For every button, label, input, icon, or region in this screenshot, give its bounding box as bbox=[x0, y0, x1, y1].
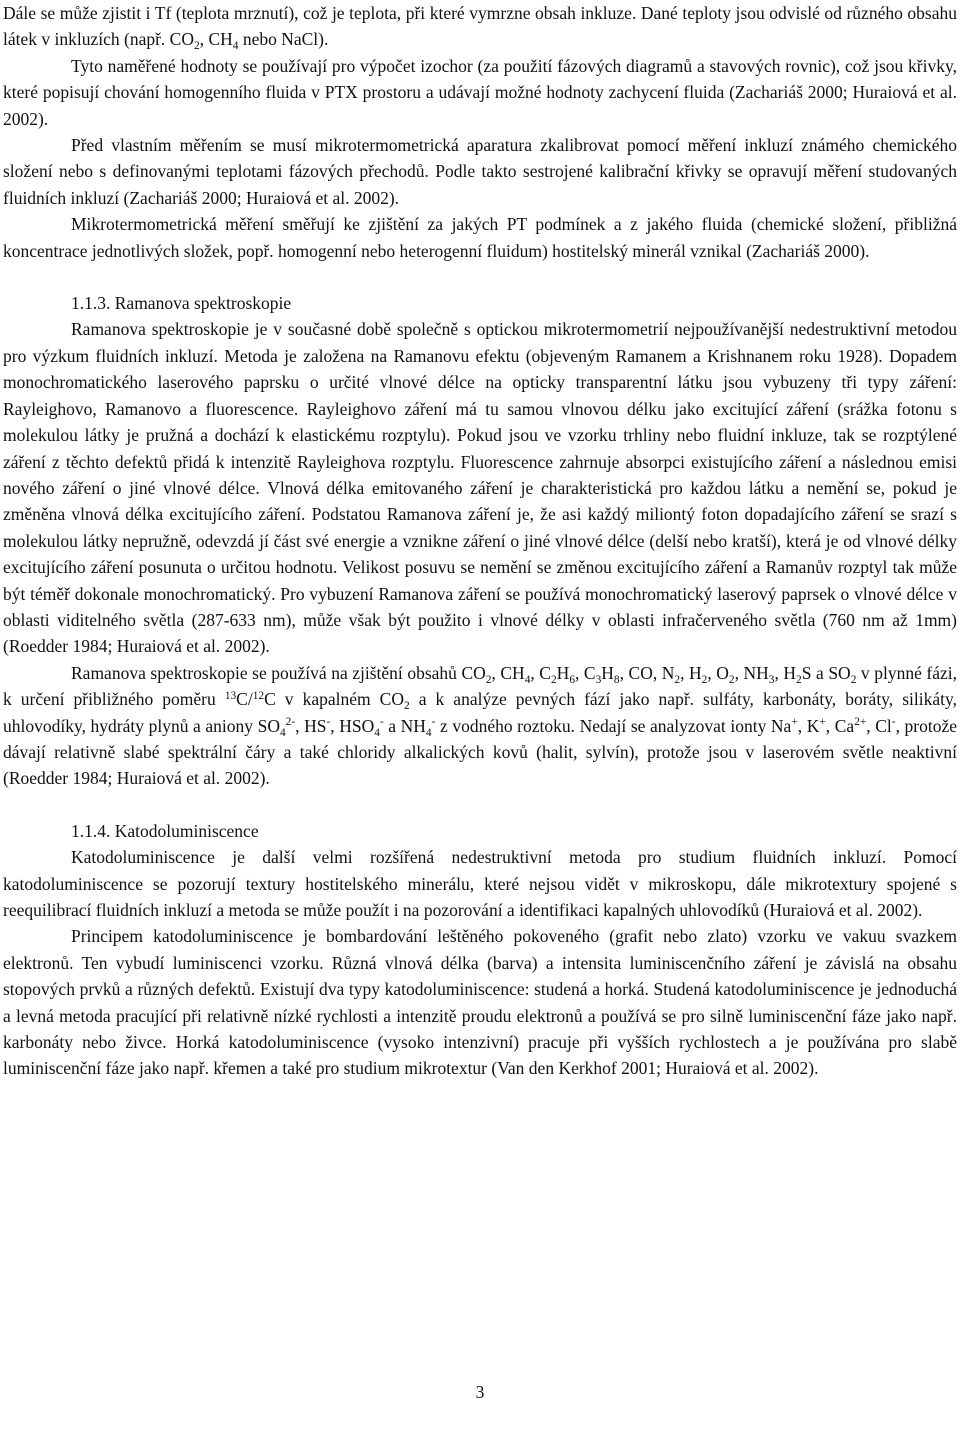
body-paragraph: Tyto naměřené hodnoty se používají pro výpočet izochor (za použití fázových diagramů a stavových rovnic), což jsou křivky, které popisují chování homogenního fluida v PTX prostoru a udávají možné hodnoty zachycení fluida (Zachariáš 2000; Huraiová et al. 2002). bbox=[3, 55, 957, 129]
body-paragraph: Principem katodoluminiscence je bombardování leštěného pokoveného (grafit nebo zlato) vzorku ve vakuu svazkem elektronů. Ten vybudí luminiscenci vzorku. Různá vlnová délka (barva) a intensita luminiscenčního záření je závislá na obsahu stopových prvků a různých defektů. Existují dva typy katodoluminiscence: studená a horká. Studená katodoluminiscence je jednoduchá a levná metoda pracující při relativně nízké rychlosti a intenzitě proudu elektronů a používá se pro silně luminiscenční fáze jako např. karbonáty nebo živce. Horká katodoluminiscence (vysoko intenzivní) pracuje při vyšších rychlostech a je používána pro slabě luminiscenční fáze jako např. křemen a také pro studium mikrotextur (Van den Kerkhof 2001; Huraiová et al. 2002). bbox=[3, 926, 957, 1079]
body-paragraph: Ramanova spektroskopie je v současné době společně s optickou mikrotermometrií nejpoužívanější nedestruktivní metodou pro výzkum fluidních inkluzí. Metoda je založena na Ramanovu efektu (objeveným Ramanem a Krishnanem roku 1928). Dopadem monochromatického laserového paprsku o určité vlnové délce na opticky transparentní látku jsou vybuzeny tři typy záření: Rayleighovo, Ramanovo a fluorescence. Rayleighovo záření má tu samou vlnovou délku jako excitující záření (srážka fotonu s molekulou látky je pružná a dochází k elastickému rozptylu). Pokud jsou ve vzorku trhliny nebo fluidní inkluze, tak se rozptýlené záření z těchto defektů přidá k intenzitě Rayleighova rozptylu. Fluorescence zahrnuje absorpci existujícího záření a následnou emisi nového záření o jiné vlnové délce. Vlnová délka emitovaného záření je charakteristická pro každou látku a nemění se, pokud je změněna vlnová délka excitujícího záření. Podstatou Ramanova záření je, že asi každý miliontý foton dopadajícího záření se srazí s molekulou látky nepružně, odevzdá jí část své energie a vznikne záření o jiné vlnové délce (delší nebo kratší), která je od vlnové délky excitujícího záření posunuta o určitou hodnotu. Velikost posuvu se nemění se změnou excitujícího záření a Ramanův rozptyl tak může být téměř dokonale monochromatický. Pro vybuzení Ramanova záření se používá monochromatický laserový paprsek o vlnové délce v oblasti viditelného světla (287-633 nm), může však být použito i vlnové délky v oblasti infračerveného světla (760 nm až 1mm) (Roedder 1984; Huraiová et al. 2002). bbox=[3, 319, 957, 657]
body-paragraph: Mikrotermometrická měření směřují ke zjištění za jakých PT podmínek a z jakého fluida (chemické složení, přibližná koncentrace jednotlivých složek, popř. homogenní nebo heterogenní fluidum) hostitelský minerál vznikal (Zachariáš 2000). bbox=[3, 214, 957, 261]
document-page bbox=[3, 0, 957, 1082]
section-heading: 1.1.4. Katodoluminiscence bbox=[71, 820, 259, 841]
body-paragraph: Před vlastním měřením se musí mikrotermometrická aparatura zkalibrovat pomocí měření inkluzí známého chemického složení nebo s definovanými teplotami fázových přechodů. Podle takto sestrojené kalibrační křivky se opravují měření studovaných fluidních inkluzí (Zachariáš 2000; Huraiová et al. 2002). bbox=[3, 135, 957, 208]
section-heading: 1.1.3. Ramanova spektroskopie bbox=[71, 293, 292, 314]
page-number: 3 bbox=[475, 1382, 485, 1402]
section-spacer bbox=[3, 792, 957, 818]
body-paragraph: Ramanova spektroskopie se používá na zjištění obsahů $CO_2$, $CH_4$, $C_2H_6$, $C_3H_8$, CO, $N_2$, $H_2$, $O_2$, $NH_3$, $H_2S$ a $SO_2$ v plynné fázi, k určení přibližného poměru $^{13}$C/$^{12}$C v kapalném $CO_2$ a k analýze pevných fází jako např. sulfáty, karbonáty, boráty, silikáty, uhlovodíky, hydráty plynů a aniony $SO_4^{2-}$, HS-, $HSO_4^-$ a $NH_4^-$ z vodného roztoku. Nedají se analyzovat ionty Na+, K+, $Ca^{2+}$, Cl-, protože dávají relativně slabé spektrální čáry a také chloridy alkalických kovů (halit, sylvín), protože jsou v laserovém světle neaktivní (Roedder 1984; Huraiová et al. 2002). bbox=[3, 662, 958, 789]
body-paragraph: Dále se může zjistit i Tf (teplota mrznutí), což je teplota, při které vymrzne obsah inkluze. Dané teploty jsou odvislé od různého obsahu látek v inkluzích (např. $CO_2$, $CH_4$ nebo NaCl). bbox=[3, 3, 957, 53]
body-paragraph: Katodoluminiscence je další velmi rozšířená nedestruktivní metoda pro studium fluidních inkluzí. Pomocí katodoluminiscence se pozorují textury hostitelského minerálu, které nejsou vidět v mikroskopu, dále mikrotextury spojené s reequilibrací fluidních inkluzí a metoda se může použít i na pozorování a identifikaci kapalných uhlovodíků (Huraiová et al. 2002). bbox=[3, 847, 957, 920]
section-spacer bbox=[3, 264, 957, 290]
